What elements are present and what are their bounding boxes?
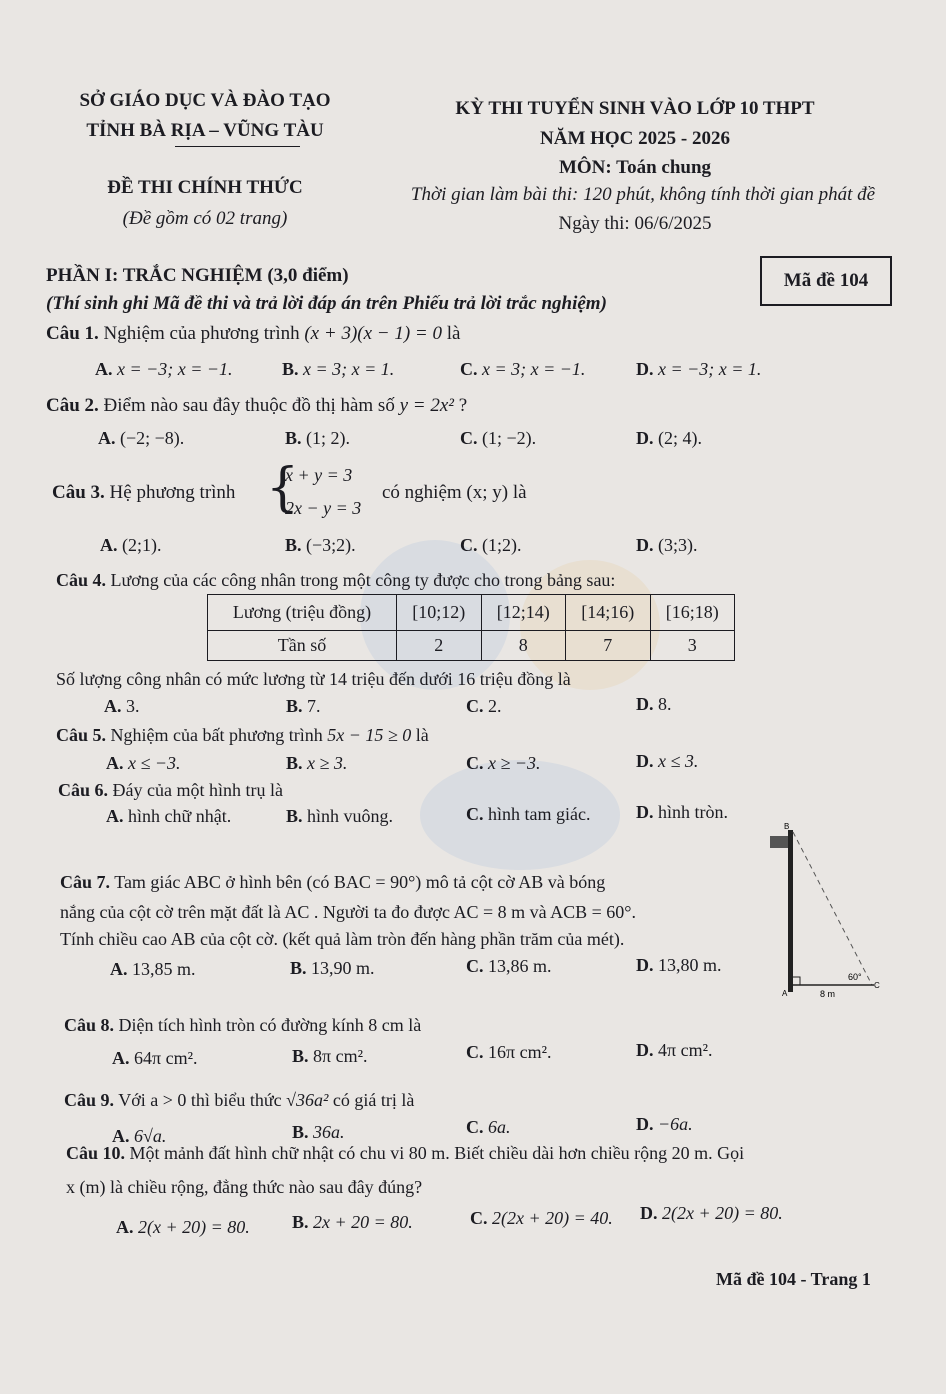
q4-option-c[interactable]: C. 2. <box>466 696 502 716</box>
right-angle-mark <box>793 977 800 985</box>
system-eq2: 2x − y = 3 <box>285 498 362 518</box>
table-row <box>208 595 735 631</box>
section-title: PHẦN I: TRẮC NGHIỆM (3,0 điểm) <box>46 265 349 286</box>
q10-option-c[interactable]: C. 2(2x + 20) = 40. <box>470 1208 613 1228</box>
table-cell: 8 <box>481 631 566 661</box>
q9-option-a[interactable]: A. 6√a. <box>112 1126 167 1146</box>
q6-option-d[interactable]: D. hình tròn. <box>636 802 728 822</box>
time-limit: Thời gian làm bài thi: 120 phút, không tính thời gian phát đề <box>410 184 876 205</box>
page-footer: Mã đề 104 - Trang 1 <box>716 1269 871 1289</box>
table-cell: [14;16) <box>566 595 651 631</box>
section-instruction: (Thí sinh ghi Mã đề thi và trả lời đáp án trên Phiếu trả lời trắc nghiệm) <box>46 293 607 314</box>
table-cell: [16;18) <box>650 595 735 631</box>
question-2: Câu 2. Điểm nào sau đây thuộc đồ thị hàm số y = 2x² ? <box>46 395 468 416</box>
fig-label-c: C <box>874 981 880 990</box>
question-8: Câu 8. Diện tích hình tròn có đường kính 8 cm là <box>64 1015 422 1035</box>
q-label: Câu 1. <box>46 323 99 344</box>
question-7-line2: nắng của cột cờ trên mặt đất là AC . Người ta đo được AC = 8 m và ACB = 60°. <box>60 902 636 922</box>
table-cell: [12;14) <box>481 595 566 631</box>
table-row <box>208 631 735 661</box>
q9-option-c[interactable]: C. 6a. <box>466 1117 511 1137</box>
fig-length: 8 m <box>820 989 836 999</box>
header-official: ĐỀ THI CHÍNH THỨC <box>107 177 303 198</box>
sun-ray-line <box>793 832 872 985</box>
q7-option-b[interactable]: B. 13,90 m. <box>290 958 375 978</box>
q3-option-a[interactable]: A. (2;1). <box>100 535 162 555</box>
flagpole <box>788 830 793 992</box>
fig-label-a: A <box>782 989 788 998</box>
table-cell: [10;12) <box>397 595 482 631</box>
q7-option-a[interactable]: A. 13,85 m. <box>110 959 196 979</box>
q-text: Nghiệm của phương trình <box>103 323 300 344</box>
q4-option-d[interactable]: D. 8. <box>636 694 672 714</box>
table-cell: Lương (triệu đồng) <box>208 595 397 631</box>
q7-option-c[interactable]: C. 13,86 m. <box>466 956 552 976</box>
question-7-line1: Câu 7. Tam giác ABC ở hình bên (có BAC = 90°) mô tả cột cờ AB và bóng <box>60 872 606 892</box>
header-department: SỞ GIÁO DỤC VÀ ĐÀO TẠO <box>79 90 331 111</box>
q2-option-d[interactable]: D. (2; 4). <box>636 428 702 448</box>
q10-option-a[interactable]: A. 2(x + 20) = 80. <box>116 1217 250 1237</box>
q4-option-a[interactable]: A. 3. <box>104 696 140 716</box>
q1-option-d[interactable]: D. x = −3; x = 1. <box>636 359 762 379</box>
q8-option-c[interactable]: C. 16π cm². <box>466 1042 552 1062</box>
exam-date: Ngày thi: 06/6/2025 <box>558 213 712 234</box>
fig-angle: 60° <box>848 972 862 982</box>
header-underline <box>175 146 300 147</box>
q2-option-c[interactable]: C. (1; −2). <box>460 428 537 448</box>
header-province: TỈNH BÀ RỊA – VŨNG TÀU <box>86 120 324 141</box>
question-5: Câu 5. Nghiệm của bất phương trình 5x − 15 ≥ 0 là <box>56 725 429 745</box>
question-4: Câu 4. Lương của các công nhân trong một công ty được cho trong bảng sau: <box>56 570 616 590</box>
table-cell: 7 <box>566 631 651 661</box>
q6-option-a[interactable]: A. hình chữ nhật. <box>106 806 232 826</box>
q3-option-c[interactable]: C. (1;2). <box>460 535 522 555</box>
q9-option-b[interactable]: B. 36a. <box>292 1122 345 1142</box>
q7-option-d[interactable]: D. 13,80 m. <box>636 955 722 975</box>
q10-option-b[interactable]: B. 2x + 20 = 80. <box>292 1212 413 1232</box>
q5-option-c[interactable]: C. x ≥ −3. <box>466 753 541 773</box>
exam-code-box <box>760 256 892 306</box>
subject: MÔN: Toán chung <box>558 157 712 178</box>
school-year: NĂM HỌC 2025 - 2026 <box>540 128 730 149</box>
q3-tail: có nghiệm (x; y) là <box>382 482 527 503</box>
q4-option-b[interactable]: B. 7. <box>286 696 321 716</box>
system-brace: { <box>266 458 300 518</box>
q10-option-d[interactable]: D. 2(2x + 20) = 80. <box>640 1203 783 1223</box>
q2-option-a[interactable]: A. (−2; −8). <box>98 428 185 448</box>
q5-option-b[interactable]: B. x ≥ 3. <box>286 753 348 773</box>
table-cell: 3 <box>650 631 735 661</box>
exam-title: KỲ THI TUYỂN SINH VÀO LỚP 10 THPT <box>455 98 815 119</box>
q8-option-a[interactable]: A. 64π cm². <box>112 1048 198 1068</box>
exam-code: Mã đề 104 <box>783 270 869 291</box>
q6-option-c[interactable]: C. hình tam giác. <box>466 804 591 824</box>
q1-option-c[interactable]: C. x = 3; x = −1. <box>460 359 586 379</box>
q5-option-d[interactable]: D. x ≤ 3. <box>636 751 699 771</box>
q8-option-d[interactable]: D. 4π cm². <box>636 1040 713 1060</box>
q1-option-b[interactable]: B. x = 3; x = 1. <box>282 359 395 379</box>
question-9: Câu 9. Với a > 0 thì biểu thức √36a² có giá trị là <box>64 1090 415 1110</box>
header-pages: (Đề gồm có 02 trang) <box>122 208 288 229</box>
q-expr: (x + 3)(x − 1) = 0 <box>304 323 442 344</box>
q8-option-b[interactable]: B. 8π cm². <box>292 1046 368 1066</box>
q3-option-d[interactable]: D. (3;3). <box>636 535 698 555</box>
q3-option-b[interactable]: B. (−3;2). <box>285 535 356 555</box>
question-3: Câu 3. Hệ phương trình <box>52 482 236 503</box>
salary-table <box>207 594 735 661</box>
q1-option-a[interactable]: A. x = −3; x = −1. <box>95 359 233 379</box>
q6-option-b[interactable]: B. hình vuông. <box>286 806 394 826</box>
table-cell: 2 <box>397 631 482 661</box>
q4-question: Số lượng công nhân có mức lương từ 14 triệu đến dưới 16 triệu đồng là <box>56 669 571 689</box>
question-1 <box>46 323 460 345</box>
question-7-line3: Tính chiều cao AB của cột cờ. (kết quả làm tròn đến hàng phần trăm của mét). <box>60 929 625 949</box>
q5-option-a[interactable]: A. x ≤ −3. <box>106 753 181 773</box>
flag <box>770 836 788 848</box>
q-tail: là <box>446 323 461 344</box>
q2-option-b[interactable]: B. (1; 2). <box>285 428 351 448</box>
question-10-line1: Câu 10. Một mảnh đất hình chữ nhật có chu vi 80 m. Biết chiều dài hơn chiều rộng 20 m. Gọi <box>66 1143 745 1163</box>
flagpole-figure <box>770 820 880 1000</box>
question-10-line2: x (m) là chiều rộng, đẳng thức nào sau đây đúng? <box>66 1177 423 1197</box>
question-6: Câu 6. Đáy của một hình trụ là <box>58 780 283 800</box>
fig-label-b: B <box>784 822 790 831</box>
table-cell: Tần số <box>208 631 397 661</box>
system-eq1: x + y = 3 <box>285 465 353 485</box>
q9-option-d[interactable]: D. −6a. <box>636 1114 693 1134</box>
